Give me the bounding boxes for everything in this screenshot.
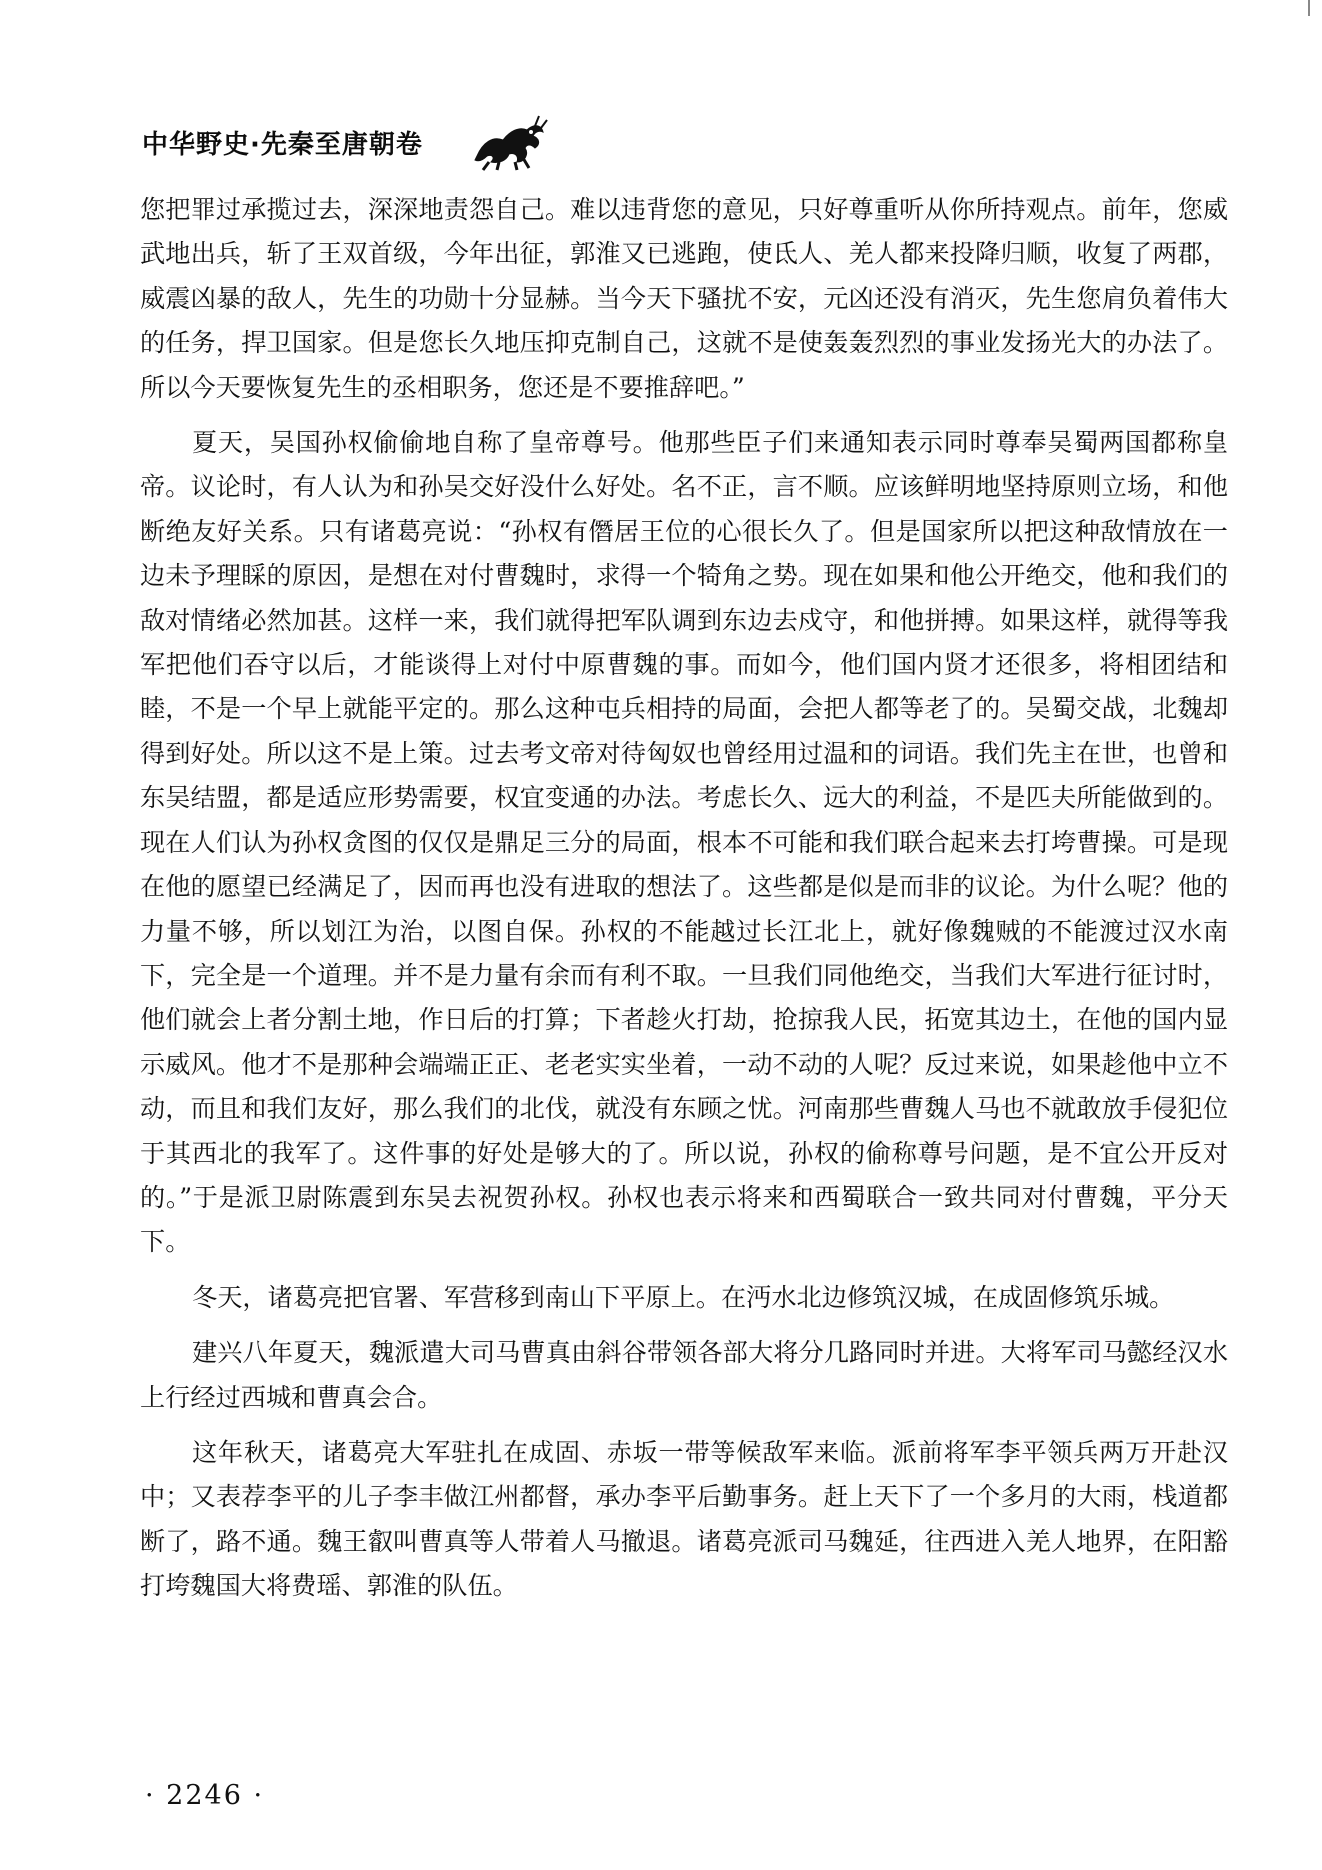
paragraph-4: 建兴八年夏天，魏派遣大司马曹真由斜谷带领各部大将分几路同时并进。大将军司马懿经汉水上行经过西城和曹真会合。 xyxy=(140,1338,1228,1412)
paragraph-2: 夏天，吴国孙权偷偷地自称了皇帝尊号。他那些臣子们来通知表示同时尊奉吴蜀两国都称皇帝。议论时，有人认为和孙吴交好没什么好处。名不正，言不顺。应该鲜明地坚持原则立场，和他断绝友好关系。只有诸葛亮说：“孙权有僭居王位的心很长久了。但是国家所以把这种敌情放在一边未予理睬的原因，是想在对付曹魏时，求得一个犄角之势。现在如果和他公开绝交，他和我们的敌对情绪必然加甚。这样一来，我们就得把军队调到东边去戍守，和他拼搏。如果这样，就得等我军把他们吞守以后，才能谈得上对付中原曹魏的事。而如今，他们国内贤才还很多，将相团结和睦，不是一个早上就能平定的。那么这种屯兵相持的局面，会把人都等老了的。吴蜀交战，北魏却得到好处。所以这不是上策。过去考文帝对待匈奴也曾经用过温和的词语。我们先主在世，也曾和东吴结盟，都是适应形势需要，权宜变通的办法。考虑长久、远大的利益，不是匹夫所能做到的。现在人们认为孙权贪图的仅仅是鼎足三分的局面，根本不可能和我们联合起来去打垮曹操。可是现在他的愿望已经满足了，因而再也没有进取的想法了。这些都是似是而非的议论。为什么呢？他的力量不够，所以划江为治，以图自保。孙权的不能越过长江北上，就好像魏贼的不能渡过汉水南下，完全是一个道理。并不是力量有余而有利不取。一旦我们同他绝交，当我们大军进行征讨时，他们就会上者分割土地，作日后的打算；下者趁火打劫，抢掠我人民，拓宽其边土，在他的国内显示威风。他才不是那种会端端正正、老老实实坐着，一动不动的人呢？反过来说，如果趁他中立不动，而且和我们友好，那么我们的北伐，就没有东顾之忧。河南那些曹魏人马也不就敢放手侵犯位于其西北的我军了。这件事的好处是够大的了。所以说，孙权的偷称尊号问题，是不宜公开反对的。”于是派卫尉陈震到东吴去祝贺孙权。孙权也表示将来和西蜀联合一致共同对付曹魏，平分天下。 xyxy=(140,428,1228,1257)
paragraph-5: 这年秋天，诸葛亮大军驻扎在成固、赤坂一带等候敌军来临。派前将军李平领兵两万开赴汉中；又表荐李平的儿子李丰做江州都督，承办李平后勤事务。赶上天下了一个多月的大雨，栈道都断了，路不通。魏王叡叫曹真等人带着人马撤退。诸葛亮派司马魏延，往西进入羌人地界，在阳豁打垮魏国大将费瑶、郭淮的队伍。 xyxy=(140,1437,1228,1601)
book-title: 中华野史·先秦至唐朝卷 xyxy=(142,129,423,160)
running-header xyxy=(142,112,549,172)
paragraph-3: 冬天，诸葛亮把官署、军营移到南山下平原上。在沔水北边修筑汉城，在成固修筑乐城。 xyxy=(192,1282,1175,1312)
dragon-icon xyxy=(469,112,549,172)
page-number: · 2246 · xyxy=(145,1780,265,1811)
main-text xyxy=(140,188,1228,1620)
paragraph-1: 您把罪过承揽过去，深深地责怨自己。难以违背您的意见，只好尊重听从你所持观点。前年，您威武地出兵，斩了王双首级，今年出征，郭淮又已逃跑，使氐人、羌人都来投降归顺，收复了两郡，威震凶暴的敌人，先生的功勋十分显赫。当今天下骚扰不安，元凶还没有消灭，先生您肩负着伟大的任务，捍卫国家。但是您长久地压抑克制自己，这就不是使轰轰烈烈的事业发扬光大的办法了。所以今天要恢复先生的丞相职务，您还是不要推辞吧。” xyxy=(140,195,1228,402)
scan-mark xyxy=(1308,0,1310,16)
